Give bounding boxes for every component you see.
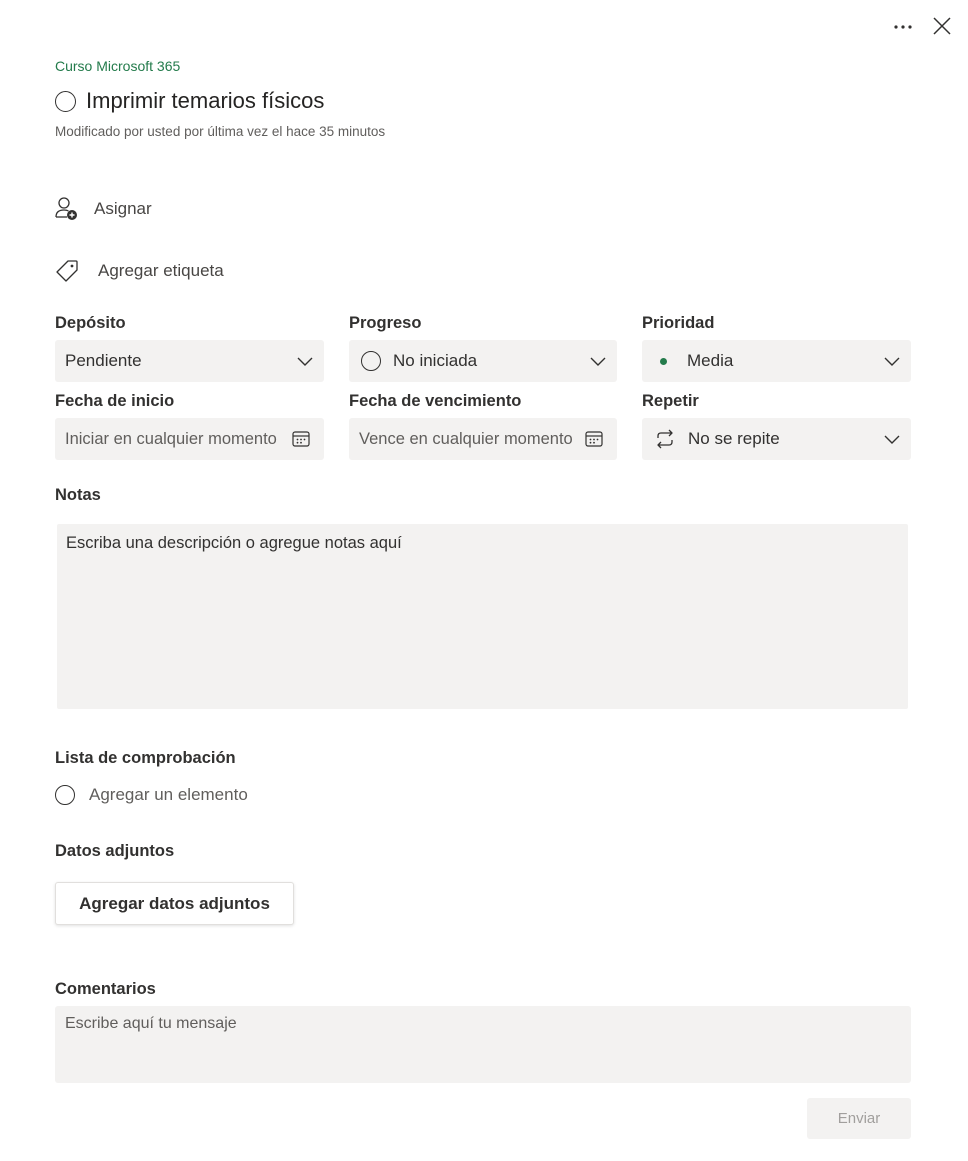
due-date-label: Fecha de vencimiento [349, 392, 522, 410]
start-date-placeholder: Iniciar en cualquier momento [65, 429, 277, 448]
comment-input[interactable]: Escribe aquí tu mensaje [55, 1006, 911, 1083]
bucket-value: Pendiente [65, 351, 142, 370]
notes-textarea[interactable]: Escriba una descripción o agregue notas aquí [57, 524, 908, 709]
bucket-dropdown[interactable] [55, 340, 324, 382]
chevron-down-icon [296, 352, 314, 370]
start-date-input[interactable] [55, 418, 324, 460]
notes-label: Notas [55, 486, 101, 504]
add-label-button[interactable] [55, 259, 224, 283]
tag-icon [55, 259, 79, 283]
add-person-icon [55, 196, 79, 222]
task-title[interactable]: Imprimir temarios físicos [86, 88, 325, 113]
calendar-icon[interactable] [292, 431, 310, 447]
progress-value: No iniciada [393, 351, 478, 370]
complete-task-checkbox[interactable] [55, 91, 76, 112]
due-date-placeholder: Vence en cualquier momento [359, 429, 573, 448]
checklist-label: Lista de comprobación [55, 749, 236, 767]
assign-button[interactable] [55, 196, 152, 222]
task-title-row [55, 88, 324, 114]
plan-name-link[interactable]: Curso Microsoft 365 [55, 58, 181, 74]
add-checklist-item[interactable] [55, 785, 248, 805]
send-button[interactable]: Enviar [807, 1098, 911, 1139]
close-icon [933, 17, 951, 35]
more-horizontal-icon [893, 24, 913, 30]
chevron-down-icon [589, 352, 607, 370]
not-started-icon [361, 351, 381, 371]
more-options-button[interactable] [888, 14, 918, 40]
start-date-label: Fecha de inicio [55, 392, 175, 410]
repeat-icon [654, 429, 676, 449]
assign-label: Asignar [94, 199, 152, 218]
progress-dropdown[interactable] [349, 340, 617, 382]
close-button[interactable] [928, 12, 956, 40]
priority-medium-icon [660, 358, 667, 365]
checklist-circle-icon [55, 785, 75, 805]
add-attachment-button[interactable]: Agregar datos adjuntos [55, 882, 294, 925]
priority-label: Prioridad [642, 314, 715, 332]
modified-info: Modificado por usted por última vez el hace 35 minutos [55, 124, 386, 139]
bucket-label: Depósito [55, 314, 126, 332]
chevron-down-icon [883, 430, 901, 448]
comments-label: Comentarios [55, 980, 156, 998]
progress-label: Progreso [349, 314, 422, 332]
add-checklist-item-text: Agregar un elemento [89, 785, 248, 804]
due-date-input[interactable] [349, 418, 617, 460]
repeat-label: Repetir [642, 392, 699, 410]
add-label-text: Agregar etiqueta [98, 261, 224, 280]
priority-dropdown[interactable] [642, 340, 911, 382]
repeat-dropdown[interactable] [642, 418, 911, 460]
attachments-label: Datos adjuntos [55, 842, 175, 860]
chevron-down-icon [883, 352, 901, 370]
repeat-value: No se repite [688, 429, 780, 448]
calendar-icon[interactable] [585, 431, 603, 447]
priority-value: Media [687, 351, 734, 370]
